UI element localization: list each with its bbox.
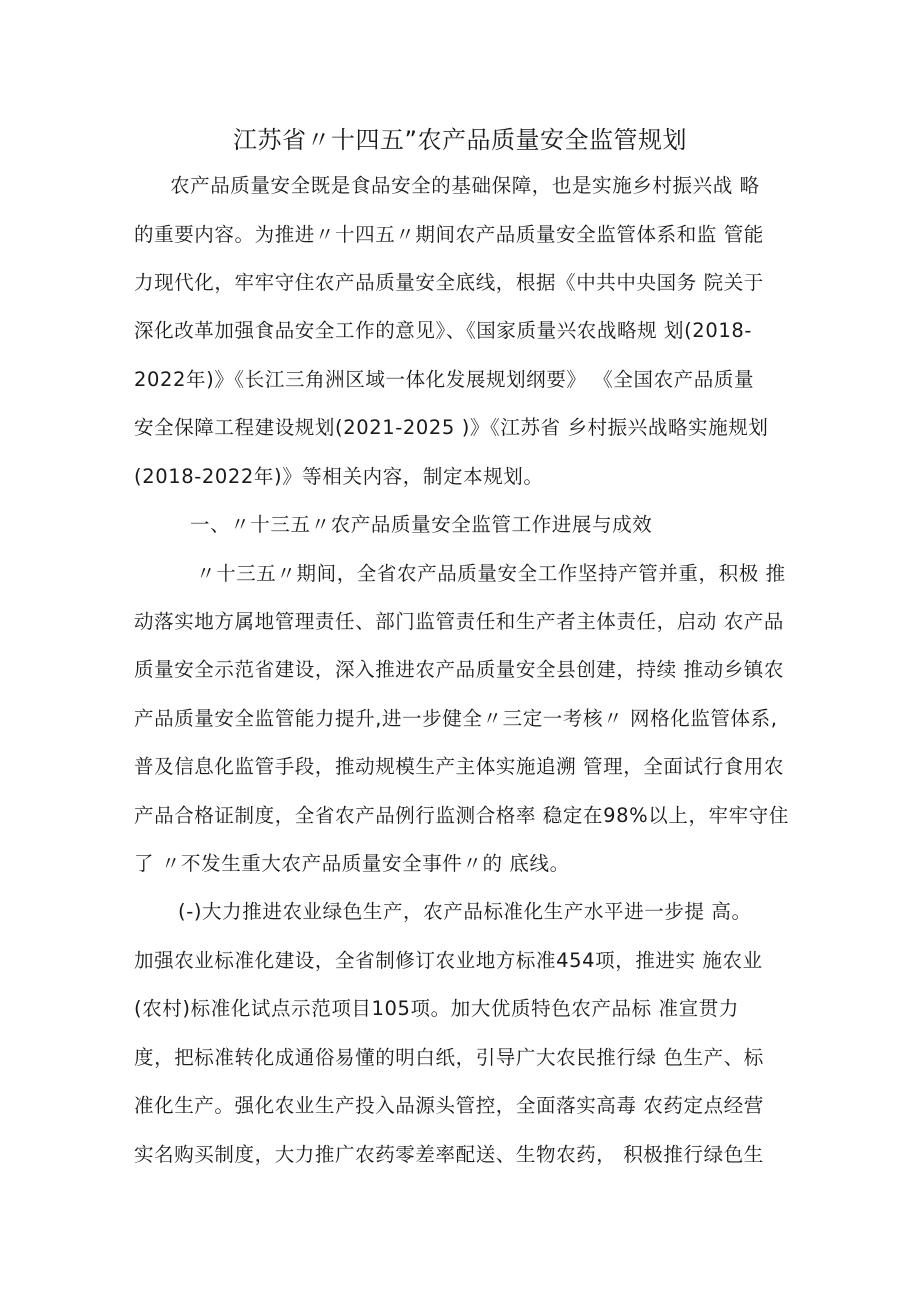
subsection-line: (-)大力推进农业绿色生产，农产品标准化生产水平进一步提 高。 bbox=[178, 900, 752, 923]
subsection-line: 度，把标准转化成通俗易懂的明白纸，引导广大农民推行绿 色生产、标 bbox=[134, 1046, 764, 1069]
intro-line: 2022年)》《长江三角洲区域一体化发展规划纲要》 《全国农产品质量 bbox=[134, 368, 755, 391]
section-line: 产品合格证制度，全省农产品例行监测合格率 稳定在98%以上，牢牢守住 bbox=[134, 804, 789, 827]
section-line: 〃十三五〃期间，全省农产品质量安全工作坚持产管并重，积极 推 bbox=[196, 562, 786, 585]
subsection-line: 加强农业标准化建设，全省制修订农业地方标准454项，推进实 施农业 bbox=[134, 949, 763, 972]
subsection-line: 实名购买制度，大力推广农药零差率配送、生物农药， 积极推行绿色生 bbox=[134, 1143, 764, 1166]
intro-line: 深化改革加强食品安全工作的意见》、《国家质量兴农战略规 划(2018- bbox=[134, 319, 752, 342]
document-title: 江苏省〃十四五”农产品质量安全监管规划 bbox=[233, 126, 687, 154]
subsection-line: 准化生产。强化农业生产投入品源头管控，全面落实高毒 农药定点经营 bbox=[134, 1094, 764, 1117]
subsection-line: (农村)标准化试点示范项目105项。加大优质特色农产品标 准宣贯力 bbox=[134, 997, 739, 1020]
section-heading: 一、〃十三五〃农产品质量安全监管工作进展与成效 bbox=[190, 513, 653, 536]
intro-line: 安全保障工程建设规划(2021-2025 )》《江苏省 乡村振兴战略实施规划 bbox=[134, 416, 769, 439]
intro-line: (2018-2022年)》等相关内容，制定本规划。 bbox=[134, 465, 544, 488]
intro-line: 农产品质量安全既是食品安全的基础保障，也是实施乡村振兴战 略 bbox=[170, 174, 760, 197]
section-line: 动落实地方属地管理责任、部门监管责任和生产者主体责任，启动 农产品 bbox=[134, 610, 784, 633]
section-line: 普及信息化监管手段，推动规模生产主体实施追溯 管理，全面试行食用农 bbox=[134, 755, 784, 778]
intro-line: 力现代化，牢牢守住农产品质量安全底线，根据《中共中央国务 院关于 bbox=[134, 271, 764, 294]
intro-line: 的重要内容。为推进〃十四五〃期间农产品质量安全监管体系和监 管能 bbox=[134, 223, 764, 246]
section-line: 了 〃不发生重大农产品质量安全事件〃的 底线。 bbox=[134, 852, 570, 875]
section-line: 质量安全示范省建设，深入推进农产品质量安全县创建，持续 推动乡镇农 bbox=[134, 658, 784, 681]
section-line: 产品质量安全监管能力提升,进一步健全〃三定一考核〃 网格化监管体系, bbox=[134, 707, 778, 730]
